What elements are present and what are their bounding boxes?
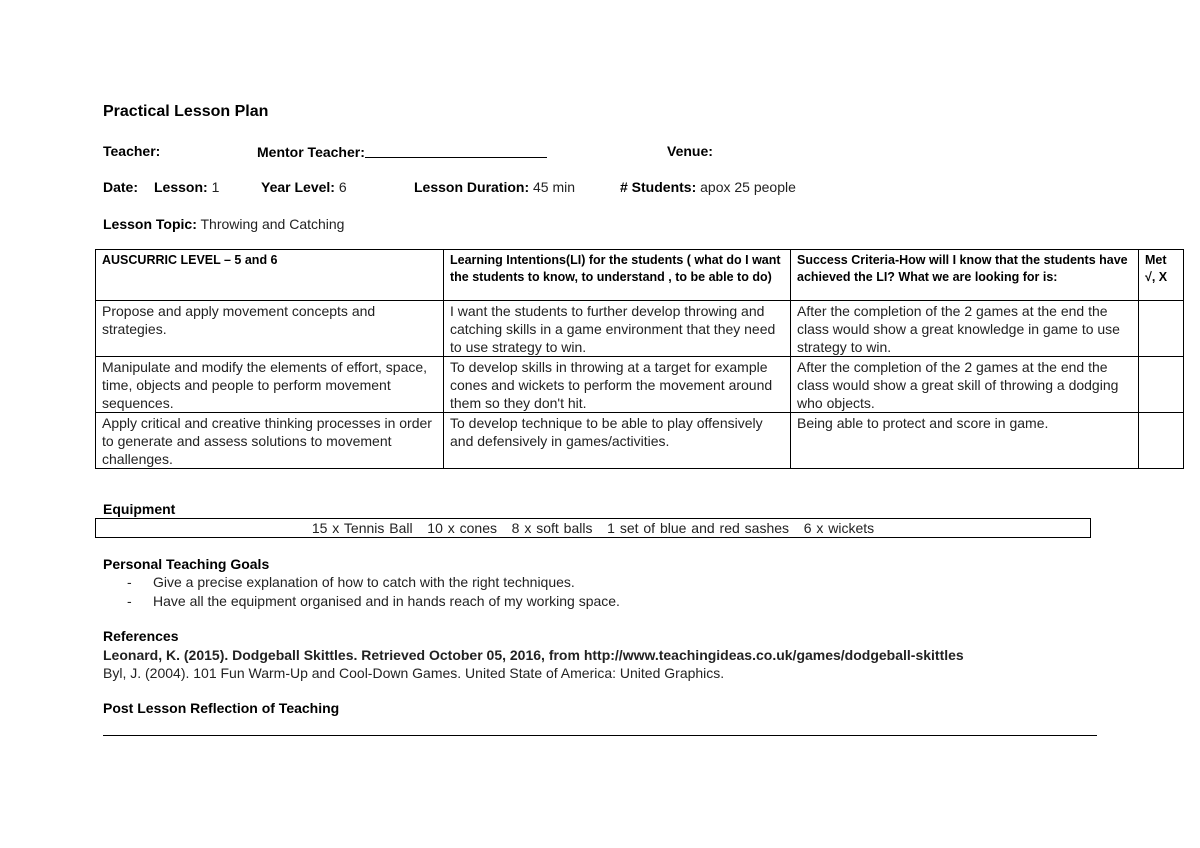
lesson-value: 1 [211,179,220,195]
year-level-field [261,179,347,195]
header-cell-success-criteria: Success Criteria-How will I know that the students have achieved the LI? What we are looking for is: [791,250,1139,301]
venue-label: Venue: [667,143,713,159]
list-item [127,593,620,609]
students-value: apox 25 people [700,179,796,195]
header-cell-auscurric: AUSCURRIC LEVEL – 5 and 6 [96,250,444,301]
lesson-topic-value: Throwing and Catching [200,216,345,232]
learning-intentions-table [95,249,1184,469]
table-cell: After the completion of the 2 games at the end the class would show a great knowledge in game to use strategy to win. [791,301,1139,357]
year-level-value: 6 [338,179,347,195]
equipment-list-text: 15 x Tennis Ball 10 x cones 8 x soft balls 1 set of blue and red sashes 6 x wickets [311,520,875,536]
table-cell: Apply critical and creative thinking processes in order to generate and assess solutions to movement challenges. [96,413,444,469]
teacher-label: Teacher: [103,143,161,159]
reference-item: Byl, J. (2004). 101 Fun Warm-Up and Cool-Down Games. United State of America: United Graphics. [103,665,725,681]
equipment-list [95,518,1091,538]
students-field [620,179,796,195]
table-cell: Propose and apply movement concepts and strategies. [96,301,444,357]
lesson-duration-value: 45 min [533,179,576,195]
teaching-goals-heading: Personal Teaching Goals [103,556,270,572]
table-cell: Being able to protect and score in game. [791,413,1139,469]
equipment-heading: Equipment [103,501,176,517]
date-label: Date: [103,179,139,195]
header-cell-met: Met √, X [1139,250,1184,301]
table-row [96,357,1184,413]
lesson-label: Lesson: [154,179,208,195]
reference-item: Leonard, K. (2015). Dodgeball Skittles. Retrieved October 05, 2016, from http://www.teachingideas.co.uk/games/dodgeball-skittles [103,647,964,663]
page-title: Practical Lesson Plan [103,103,269,120]
table-cell: I want the students to further develop throwing and catching skills in a game environment that they need to use strategy to win. [444,301,791,357]
mentor-teacher-field [257,143,547,160]
lesson-topic-field [103,216,344,232]
bullet-dash: - [127,593,132,609]
met-cell [1139,301,1184,357]
table-row [96,413,1184,469]
year-level-label: Year Level: [261,179,335,195]
table-cell: Manipulate and modify the elements of effort, space, time, objects and people to perform movement sequences. [96,357,444,413]
lesson-topic-label: Lesson Topic: [103,216,197,232]
header-cell-learning-intentions: Learning Intentions(LI) for the students ( what do I want the students to know, to understand , to be able to do) [444,250,791,301]
goal-text: Give a precise explanation of how to catch with the right techniques. [153,574,575,590]
table-header-row [96,250,1184,301]
bullet-dash: - [127,574,132,590]
reflection-blank-line [103,735,1097,736]
mentor-teacher-label: Mentor Teacher: [257,144,365,160]
table-row [96,301,1184,357]
lesson-duration-field [414,179,575,195]
lesson-field [154,179,219,195]
mentor-teacher-blank [365,143,547,158]
list-item [127,574,575,590]
met-cell [1139,413,1184,469]
references-heading: References [103,628,179,644]
met-cell [1139,357,1184,413]
reflection-heading: Post Lesson Reflection of Teaching [103,700,340,716]
table-cell: To develop skills in throwing at a target for example cones and wickets to perform the movement around them so they don't hit. [444,357,791,413]
table-cell: After the completion of the 2 games at the end the class would show a great skill of throwing a dodging who objects. [791,357,1139,413]
table-cell: To develop technique to be able to play offensively and defensively in games/activities. [444,413,791,469]
lesson-duration-label: Lesson Duration: [414,179,530,195]
students-label: # Students: [620,179,697,195]
goal-text: Have all the equipment organised and in hands reach of my working space. [153,593,620,609]
